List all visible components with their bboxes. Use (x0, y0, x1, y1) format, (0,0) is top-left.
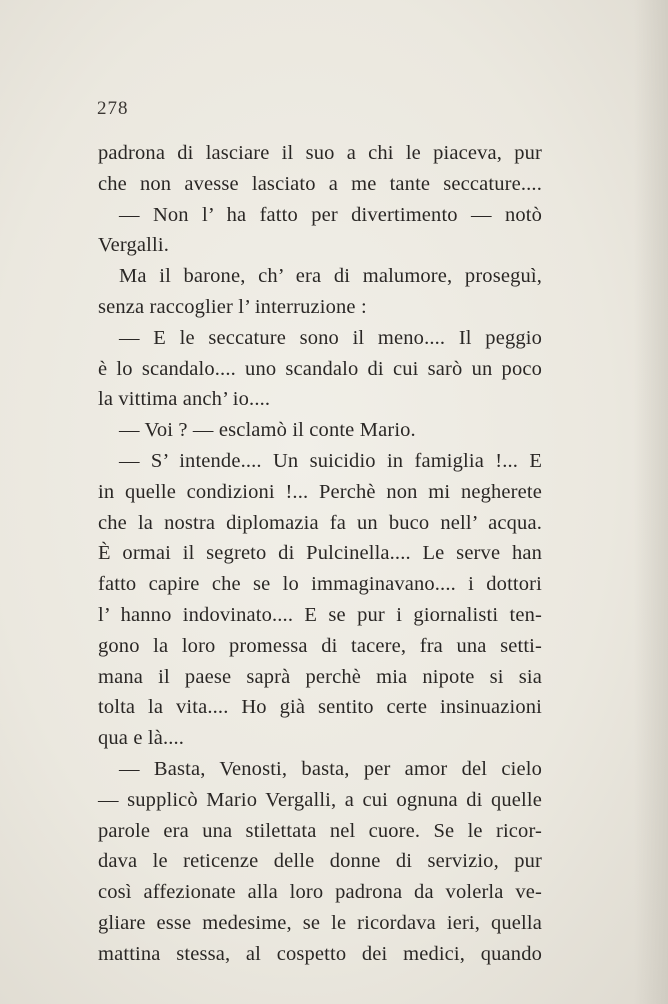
text-line: — Non l’ ha fatto per divertimento — notò (119, 203, 542, 226)
text-line: la vittima anch’ io.... (98, 388, 271, 411)
text-line: padrona di lasciare il suo a chi le piaceva, pur (98, 142, 542, 164)
text-line: l’ hanno indovinato.... E se pur i giornalisti ten- (98, 603, 542, 626)
text-line: Vergalli. (98, 234, 169, 257)
text-line: — supplicò Mario Vergalli, a cui ognuna di quelle (98, 788, 542, 811)
body-text (98, 138, 542, 970)
text-line: È ormai il segreto di Pulcinella.... Le serve han (98, 542, 542, 565)
text-line: gliare esse medesime, se le ricordava ieri, quella (98, 911, 542, 934)
text-line: — S’ intende.... Un suicidio in famiglia !... E (119, 449, 542, 472)
text-line: — Voi ? — esclamò il conte Mario. (119, 419, 416, 442)
text-line: è lo scandalo.... uno scandalo di cui sarò un poco (98, 357, 542, 380)
text-line: mattina stessa, al cospetto dei medici, quando (98, 942, 542, 965)
text-line: — E le seccature sono il meno.... Il peggio (119, 326, 542, 349)
text-line: Ma il barone, ch’ era di malumore, proseguì, (119, 265, 542, 288)
text-line: — Basta, Venosti, basta, per amor del cielo (119, 757, 542, 780)
text-line: qua e là.... (98, 727, 185, 750)
text-line: così affezionate alla loro padrona da volerla ve- (98, 881, 542, 904)
text-line: senza raccoglier l’ interruzione : (98, 295, 367, 318)
page-edge-shadow (634, 0, 668, 1004)
text-line: mana il paese saprà perchè mia nipote si sia (98, 665, 542, 688)
page-number: 278 (97, 98, 129, 119)
text-line: fatto capire che se lo immaginavano.... i dottori (98, 573, 542, 596)
text-line: in quelle condizioni !... Perchè non mi negherete (98, 480, 542, 503)
text-line: dava le reticenze delle donne di servizio, pur (98, 850, 542, 873)
text-line: gono la loro promessa di tacere, fra una setti- (98, 634, 542, 657)
text-line: parole era una stilettata nel cuore. Se le ricor- (98, 819, 542, 842)
text-line: tolta la vita.... Ho già sentito certe insinuazioni (98, 696, 542, 719)
text-line: che non avesse lasciato a me tante seccature.... (98, 172, 542, 195)
text-line: che la nostra diplomazia fa un buco nell’ acqua. (98, 511, 542, 534)
